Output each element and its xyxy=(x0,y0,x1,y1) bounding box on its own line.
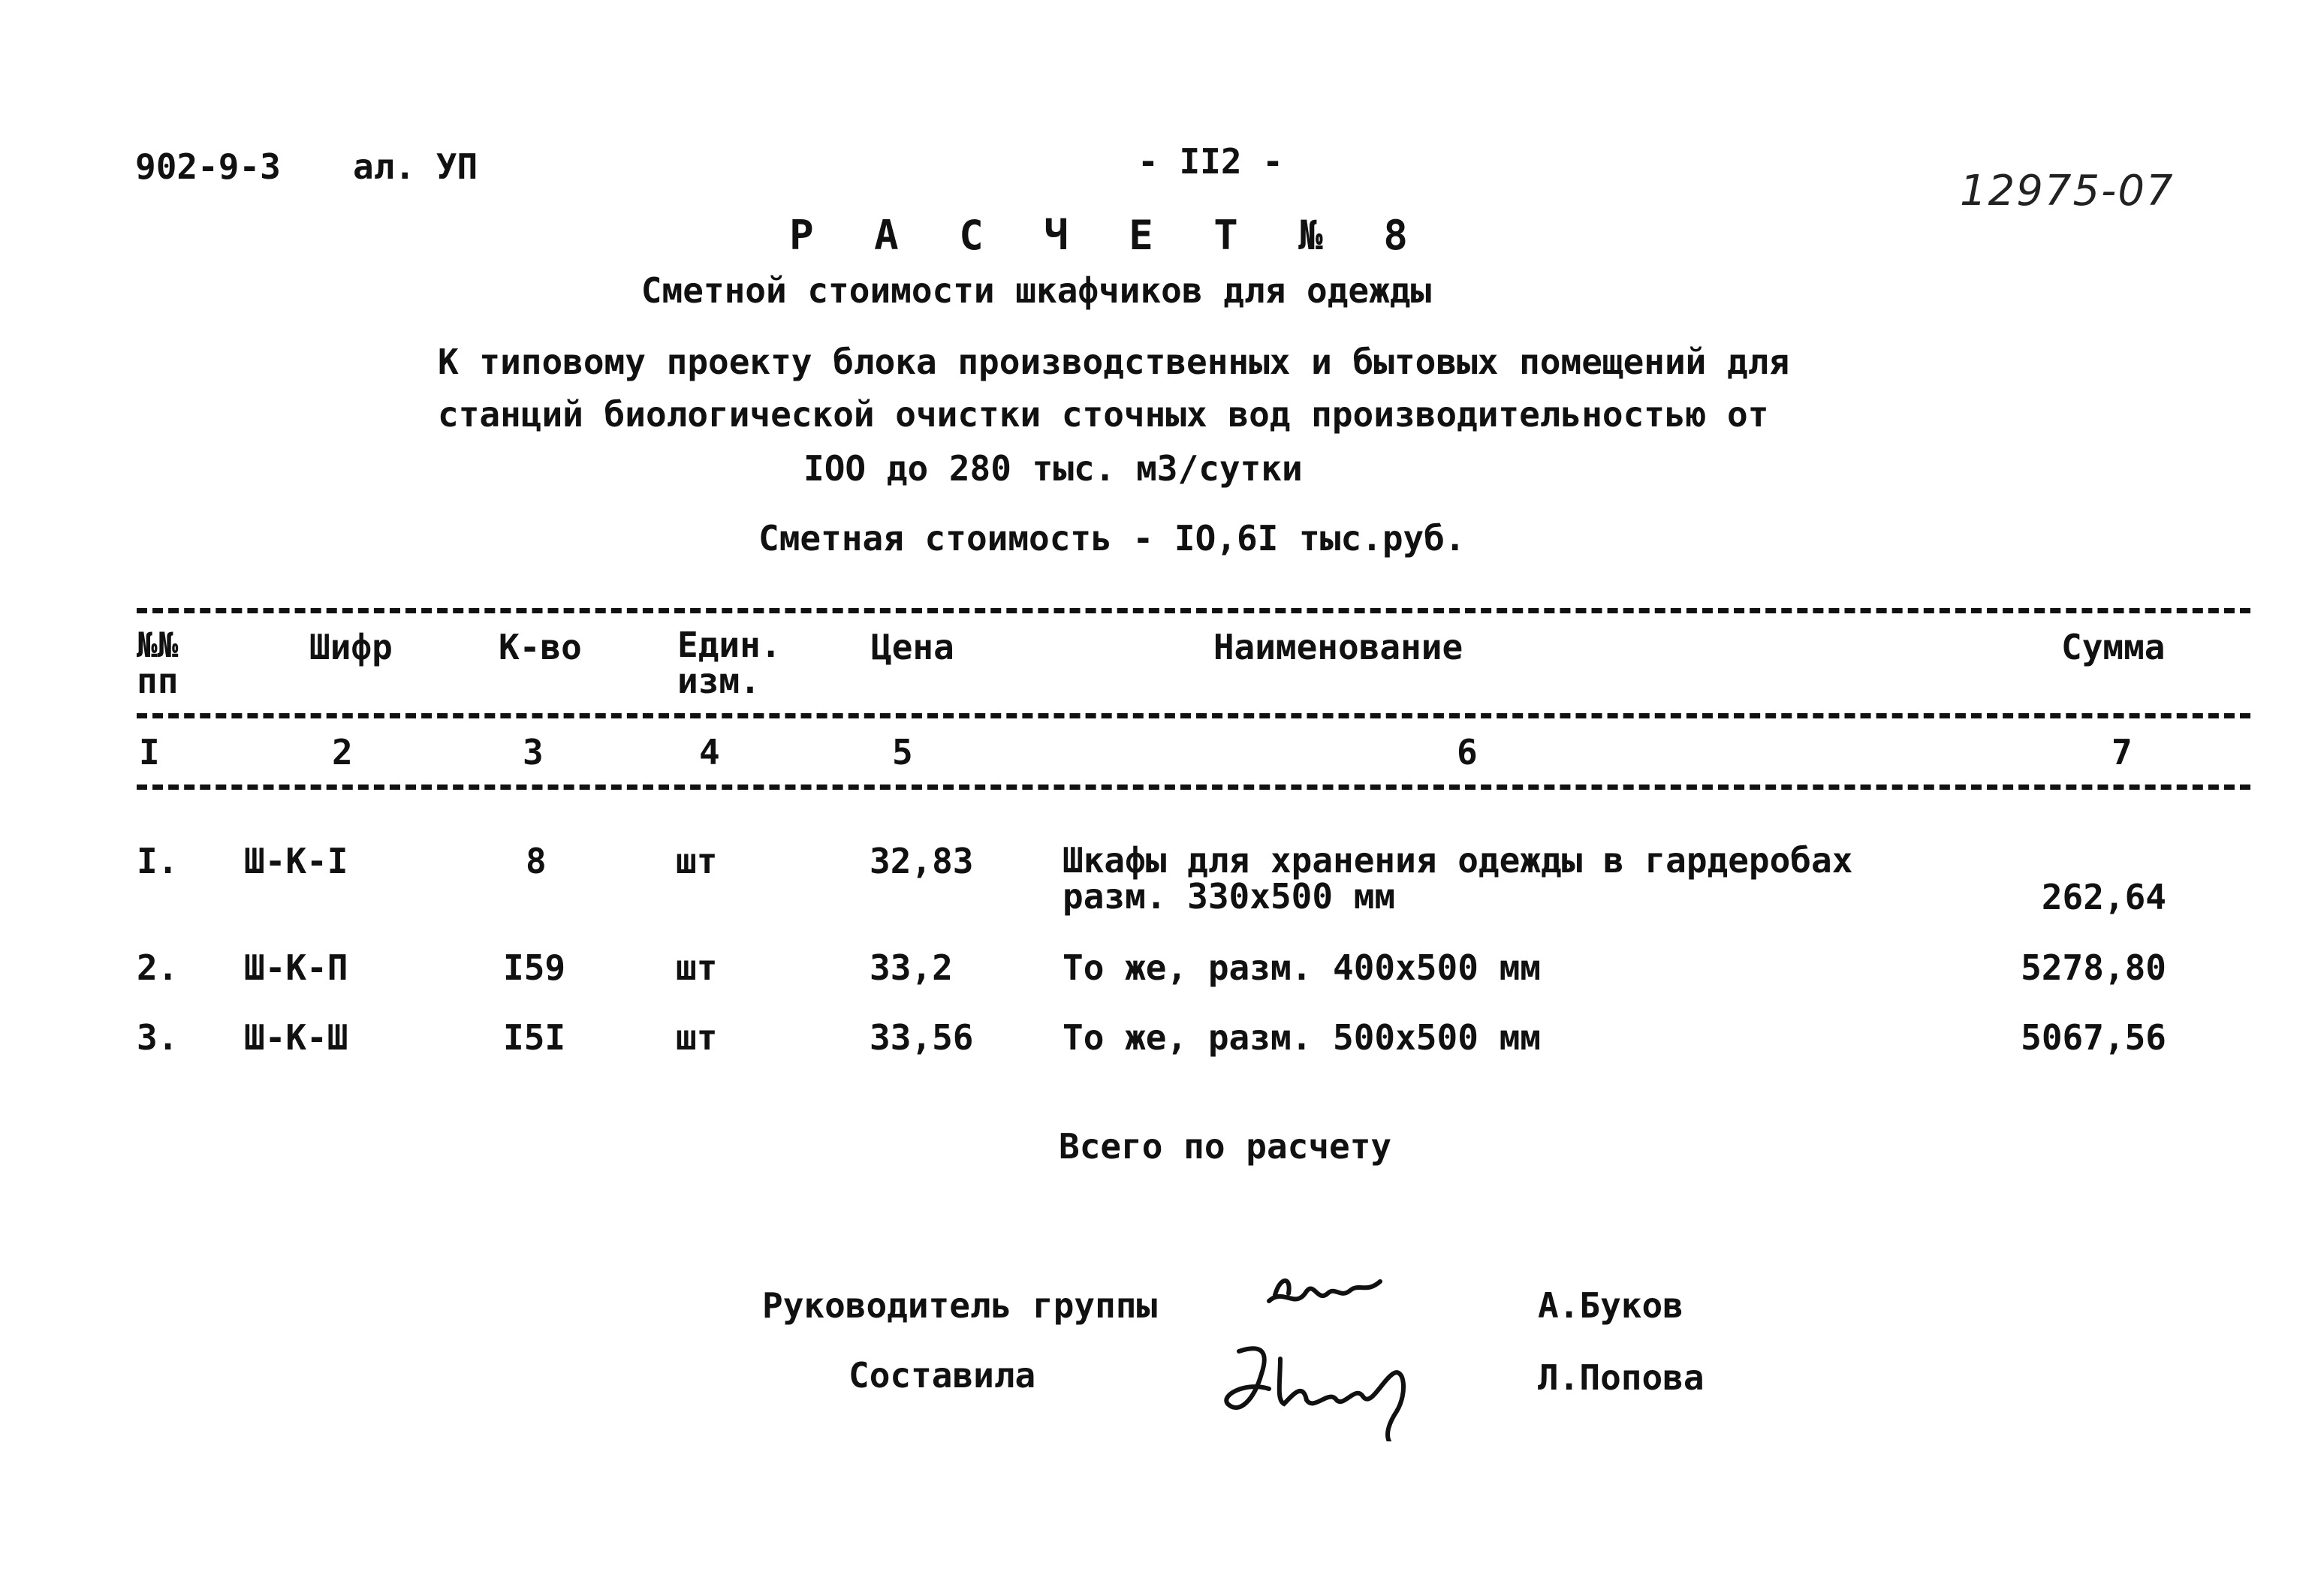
row-price: 33,2 xyxy=(870,947,953,988)
description-line-1: К типовому проекту блока производственных и бытовых помещений для xyxy=(438,342,1790,382)
header-name: Наименование xyxy=(1213,627,1463,667)
row-code: Ш-К-I xyxy=(244,841,348,881)
row-name-line-1: Шкафы для хранения одежды в гардеробах xyxy=(1063,840,1853,881)
col-number-5: 5 xyxy=(892,732,913,772)
col-number-6: 6 xyxy=(1457,732,1478,772)
archive-number: 12975-07 xyxy=(1960,167,2175,215)
row-code: Ш-К-П xyxy=(244,947,348,988)
row-num: I. xyxy=(137,841,179,881)
row-unit: шт xyxy=(676,947,718,988)
header-qty: К-во xyxy=(499,627,582,667)
row-num: 2. xyxy=(137,947,179,988)
signature-role-lead: Руководитель группы xyxy=(762,1285,1158,1326)
row-name: То же, разм. 500х500 мм xyxy=(1063,1017,1541,1058)
header-price: Цена xyxy=(871,627,954,667)
table-rule-colnums xyxy=(137,784,2250,790)
col-number-2: 2 xyxy=(332,732,353,772)
row-sum: 5067,56 xyxy=(2021,1017,2166,1058)
row-qty: I59 xyxy=(503,947,566,988)
header-unit xyxy=(677,627,781,699)
row-qty: 8 xyxy=(526,841,547,881)
header-sum: Сумма xyxy=(2061,627,2166,667)
table-rule-header xyxy=(137,713,2250,718)
signature-name-compiler: Л.Попова xyxy=(1538,1357,1705,1398)
row-sum: 262,64 xyxy=(2041,877,2166,917)
signature-name-lead: А.Буков xyxy=(1538,1285,1683,1326)
header-unit-line-2: изм. xyxy=(677,661,761,701)
document-code: 902-9-3 xyxy=(135,146,281,187)
table-rule-top xyxy=(137,608,2250,613)
description-line-3: IOO до 280 тыс. м3/сутки xyxy=(803,448,1303,489)
row-name-line-2: разм. 330х500 мм xyxy=(1063,876,1396,917)
row-unit: шт xyxy=(676,841,718,881)
col-number-3: 3 xyxy=(523,732,544,772)
document-subtitle: Сметной стоимости шкафчиков для одежды xyxy=(641,270,1432,311)
row-code: Ш-К-Ш xyxy=(244,1017,348,1058)
description-line-2: станций биологической очистки сточных вод производительностью от xyxy=(438,394,1769,435)
col-number-7: 7 xyxy=(2111,732,2133,772)
total-label: Всего по расчету xyxy=(1059,1126,1392,1167)
row-price: 32,83 xyxy=(870,841,974,881)
header-code: Шифр xyxy=(309,627,393,667)
document-title: Р А С Ч Е Т № 8 xyxy=(789,212,1426,259)
handwritten-signature-compiler xyxy=(1216,1329,1419,1441)
header-unit-line-1: Един. xyxy=(677,625,782,665)
row-name: То же, разм. 400х500 мм xyxy=(1063,947,1541,988)
row-name xyxy=(1063,840,1853,917)
estimated-cost: Сметная стоимость - IO,6I тыс.руб. xyxy=(758,518,1466,559)
header-num-line-2: пп xyxy=(137,661,179,701)
col-number-1: I xyxy=(139,732,160,772)
page-number: - II2 - xyxy=(1138,141,1283,182)
row-num: 3. xyxy=(137,1017,179,1058)
header-num xyxy=(137,627,178,699)
handwritten-signature-lead xyxy=(1261,1265,1389,1318)
signature-role-compiler: Составила xyxy=(849,1355,1036,1396)
album-label: ал. УП xyxy=(353,146,478,187)
row-sum: 5278,80 xyxy=(2021,947,2166,988)
row-qty: I5I xyxy=(503,1017,566,1058)
header-num-line-1: №№ xyxy=(137,625,179,665)
row-unit: шт xyxy=(676,1017,718,1058)
row-price: 33,56 xyxy=(870,1017,974,1058)
col-number-4: 4 xyxy=(699,732,720,772)
